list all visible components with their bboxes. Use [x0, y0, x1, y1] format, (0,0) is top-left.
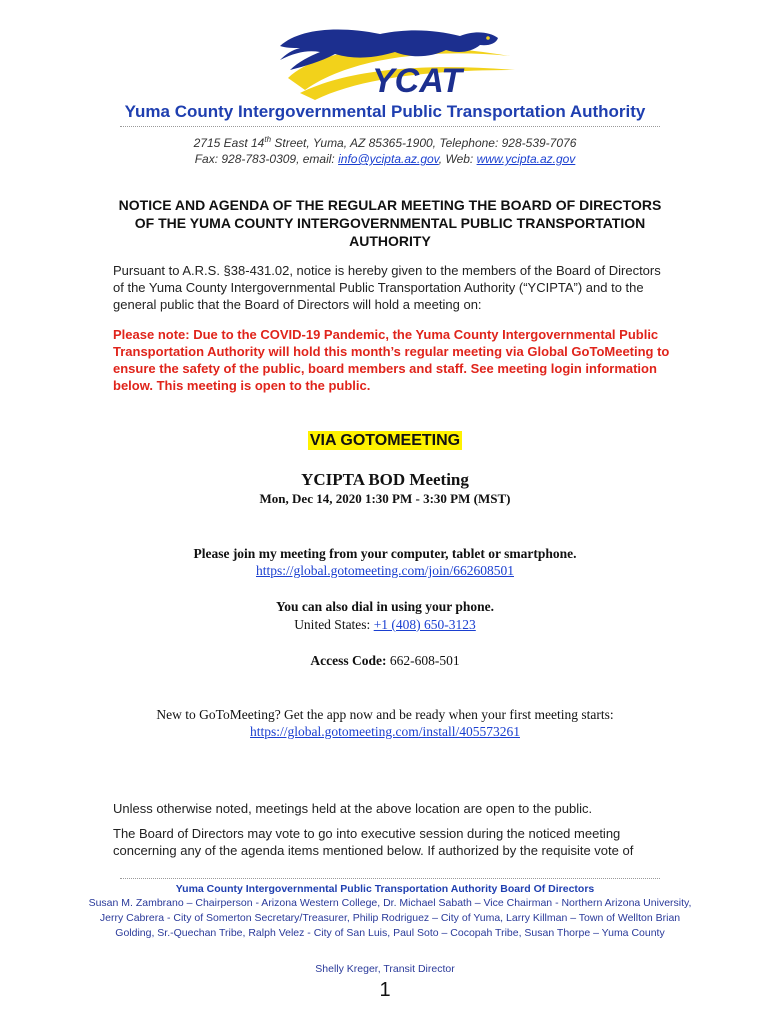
svg-text:YCAT: YCAT [372, 62, 463, 100]
board-members: Susan M. Zambrano – Chairperson - Arizona Western College, Dr. Michael Sabath – Vice Chairman - Northern Arizona University, Jerry Cabrera - City of Somerton Secretary/Treasurer, Philip Rodriguez – City of Yuma, Larry Killman – Town of Wellton Brian Golding, Sr.-Quechan Tribe, Ralph Velez - City of San Luis, Paul Soto – Cocopah Tribe, Susan Thorpe – Yuma County [88, 897, 692, 939]
new-user-text: New to GoToMeeting? Get the app now and be ready when your first meeting starts: [156, 707, 614, 722]
join-link[interactable]: https://global.gotomeeting.com/join/662608501 [256, 563, 514, 578]
address-line: 2715 East 14th Street, Yuma, AZ 85365-1900, Telephone: 928-539-7076 [193, 135, 577, 150]
jaguar-logo-icon [260, 8, 530, 103]
install-link[interactable]: https://global.gotomeeting.com/install/405573261 [250, 724, 520, 739]
meeting-title: YCIPTA BOD Meeting [301, 470, 469, 489]
public-note: Unless otherwise noted, meetings held at the above location are open to the public. [113, 801, 593, 816]
phone-line: United States: +1 (408) 650-3123 [294, 617, 476, 632]
meeting-datetime: Mon, Dec 14, 2020 1:30 PM - 3:30 PM (MST) [259, 491, 511, 506]
address-block [0, 132, 770, 167]
page-number: 1 [379, 979, 391, 1001]
footer-divider [120, 878, 660, 879]
via-gotomeeting-label: VIA GOTOMEETING [309, 432, 461, 449]
email-link[interactable]: info@ycipta.az.gov [338, 152, 439, 166]
board-title: Yuma County Intergovernmental Public Transportation Authority Board Of Directors [175, 883, 595, 895]
executive-session-note: The Board of Directors may vote to go into executive session during the noticed meeting concerning any of the agenda items mentioned below. If authorized by the requisite vote of [113, 826, 634, 858]
notice-heading: NOTICE AND AGENDA OF THE REGULAR MEETING THE BOARD OF DIRECTORS OF THE YUMA COUNTY INTERGOVERNMENTAL PUBLIC TRANSPORTATION AUTHORITY [118, 197, 662, 249]
join-text: Please join my meeting from your computer, tablet or smartphone. [193, 546, 577, 561]
phone-link[interactable]: +1 (408) 650-3123 [373, 617, 476, 632]
access-code-line: Access Code: 662-608-501 [310, 653, 460, 668]
ycat-logo [260, 8, 530, 103]
contact-line: Fax: 928-783-0309, email: info@ycipta.az.gov, Web: www.ycipta.az.gov [194, 152, 576, 166]
covid-note: Please note: Due to the COVID-19 Pandemic, the Yuma County Intergovernmental Public Transportation Authority will hold this month’s regular meeting via Global GoToMeeting to ensure the safety of the public, board members and staff. See meeting login information below. This meeting is open to the public. [113, 327, 670, 393]
org-title: Yuma County Intergovernmental Public Transportation Authority [124, 102, 646, 121]
transit-director: Shelly Kreger, Transit Director [315, 963, 455, 975]
website-link[interactable]: www.ycipta.az.gov [476, 152, 576, 166]
dial-text: You can also dial in using your phone. [275, 599, 495, 614]
header-divider [120, 126, 660, 127]
intro-paragraph: Pursuant to A.R.S. §38-431.02, notice is hereby given to the members of the Board of Directors of the Yuma County Intergovernmental Public Transportation Authority (“YCIPTA”) and to the general public that the Board of Directors will hold a meeting on: [113, 263, 661, 312]
